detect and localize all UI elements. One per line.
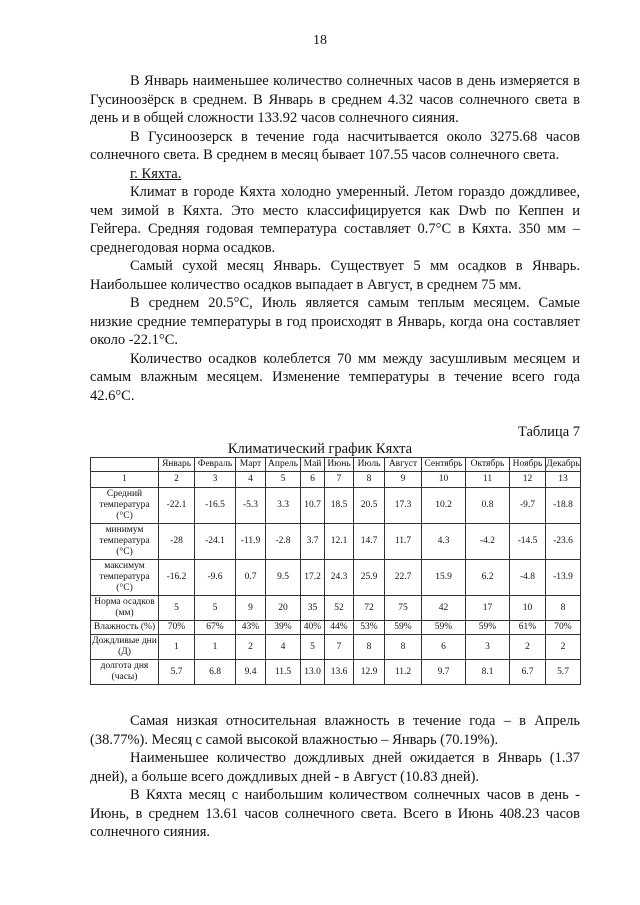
paragraph: В Кяхта месяц с наибольшим количеством солнечных часов в день - Июнь, в среднем 13.61 часов солнечного света. Всего в Июнь 408.23 часов солнечного сияния.: [90, 787, 580, 840]
table-cell: 8: [354, 635, 385, 660]
table-cell: 18.5: [325, 488, 354, 524]
table-cell: 43%: [236, 621, 266, 635]
text-bottom: [90, 712, 580, 842]
table-cell: 17.3: [385, 488, 422, 524]
table-cell: 20.5: [354, 488, 385, 524]
table-cell: 1: [159, 635, 195, 660]
table-cell: 9: [236, 596, 266, 621]
paragraph: В Гусиноозерск в течение года насчитывается около 3275.68 часов солнечного света. В среднем в месяц бывает 107.55 часов солнечного света.: [90, 128, 580, 163]
table-cell: 8: [546, 596, 581, 621]
table-cell: 6: [422, 635, 466, 660]
column-number: 2: [159, 472, 195, 488]
paragraph: В среднем 20.5°C, Июль является самым теплым месяцем. Самые низкие средние температуры в год происходят в Январь, когда она составляет около -22.1°C.: [90, 295, 580, 348]
table-row: [91, 621, 581, 635]
month-header: Август: [385, 458, 422, 472]
table-cell: 67%: [195, 621, 236, 635]
month-header: Февраль: [195, 458, 236, 472]
table-cell: -28: [159, 524, 195, 560]
section-heading: г. Кяхта.: [130, 165, 182, 182]
page-number: 18: [313, 33, 327, 48]
table-cell: 3: [466, 635, 510, 660]
table-cell: 53%: [354, 621, 385, 635]
table-row: [91, 560, 581, 596]
table-cell: 52: [325, 596, 354, 621]
table-cell: 12.9: [354, 660, 385, 685]
table-cell: 6.7: [510, 660, 546, 685]
table-cell: 70%: [546, 621, 581, 635]
table-cell: 5.7: [159, 660, 195, 685]
table-cell: 3.7: [301, 524, 325, 560]
table-cell: 35: [301, 596, 325, 621]
table-cell: 10: [510, 596, 546, 621]
table-cell: -9.7: [510, 488, 546, 524]
table-cell: 4.3: [422, 524, 466, 560]
table-cell: 25.9: [354, 560, 385, 596]
column-number: 13: [546, 472, 581, 488]
month-header: Октябрь: [466, 458, 510, 472]
column-number: 3: [195, 472, 236, 488]
table-cell: 2: [510, 635, 546, 660]
table-row: [91, 488, 581, 524]
table-cell: 39%: [266, 621, 301, 635]
column-number: 7: [325, 472, 354, 488]
table-cell: 0.7: [236, 560, 266, 596]
table-title: Климатический график Кяхта: [227, 441, 413, 457]
month-header: Сентябрь: [422, 458, 466, 472]
month-header: Ноябрь: [510, 458, 546, 472]
table-cell: -24.1: [195, 524, 236, 560]
table-cell: 13.6: [325, 660, 354, 685]
paragraph: Климат в городе Кяхта холодно умеренный. Летом гораздо дождливее, чем зимой в Кяхта. Это место классифицируется как Dwb по Кеппен и Гейгера. Средняя годовая температура составляет 0.7°C в Кяхта. 350 мм – среднегодовая норма осадков.: [90, 184, 580, 256]
month-header: Март: [236, 458, 266, 472]
table-cell: -14.5: [510, 524, 546, 560]
month-header: Декабрь: [546, 458, 581, 472]
table-cell: 2: [546, 635, 581, 660]
table-cell: 72: [354, 596, 385, 621]
table-cell: 9.5: [266, 560, 301, 596]
table-cell: 7: [325, 635, 354, 660]
table-cell: 9.4: [236, 660, 266, 685]
table-row: [91, 660, 581, 685]
table-cell: 10.7: [301, 488, 325, 524]
table-cell: 59%: [466, 621, 510, 635]
table-cell: 11.2: [385, 660, 422, 685]
table-cell: -5.3: [236, 488, 266, 524]
table-cell: 40%: [301, 621, 325, 635]
row-label: Норма осадков (мм): [91, 596, 159, 621]
row-label: Средний температура (°C): [91, 488, 159, 524]
table-cell: -11.9: [236, 524, 266, 560]
table-cell: -16.5: [195, 488, 236, 524]
column-number: 6: [301, 472, 325, 488]
paragraph: Самый сухой месяц Январь. Существует 5 мм осадков в Январь. Наибольшее количество осадков выпадает в Август, в среднем 75 мм.: [90, 258, 580, 293]
table-cell: 11.7: [385, 524, 422, 560]
table-cell: -2.8: [266, 524, 301, 560]
table-cell: 44%: [325, 621, 354, 635]
table-cell: -13.9: [546, 560, 581, 596]
row-label: минимум температура (°C): [91, 524, 159, 560]
table-cell: 5.7: [546, 660, 581, 685]
month-header: Июнь: [325, 458, 354, 472]
row-label: максимум температура (°C): [91, 560, 159, 596]
table-cell: 12.1: [325, 524, 354, 560]
table-cell: 22.7: [385, 560, 422, 596]
table-cell: -16.2: [159, 560, 195, 596]
table-cell: -9.6: [195, 560, 236, 596]
month-header: Апрель: [266, 458, 301, 472]
column-number: 9: [385, 472, 422, 488]
text-top: [90, 72, 580, 405]
table-cell: 59%: [422, 621, 466, 635]
column-number: 12: [510, 472, 546, 488]
table-cell: 0.8: [466, 488, 510, 524]
table-cell: -23.6: [546, 524, 581, 560]
column-number: 4: [236, 472, 266, 488]
month-header: Июль: [354, 458, 385, 472]
table-cell: 14.7: [354, 524, 385, 560]
climate-table: [90, 457, 581, 685]
table-cell: 24.3: [325, 560, 354, 596]
table-cell: 8.1: [466, 660, 510, 685]
table-cell: 42: [422, 596, 466, 621]
table-cell: 4: [266, 635, 301, 660]
table-cell: 17: [466, 596, 510, 621]
table-cell: -18.8: [546, 488, 581, 524]
table-cell: 75: [385, 596, 422, 621]
table-cell: 11.5: [266, 660, 301, 685]
row-label: Влажность (%): [91, 621, 159, 635]
table-cell: 15.9: [422, 560, 466, 596]
table-row: [91, 635, 581, 660]
table-cell: 17.2: [301, 560, 325, 596]
column-number: 10: [422, 472, 466, 488]
table-number-row: [91, 472, 581, 488]
month-header: Январь: [159, 458, 195, 472]
column-number: 5: [266, 472, 301, 488]
table-cell: 20: [266, 596, 301, 621]
paragraph: Самая низкая относительная влажность в течение года – в Апрель (38.77%). Месяц с самой высокой влажностью – Январь (70.19%).: [90, 713, 580, 748]
table-row: [91, 596, 581, 621]
column-number: 1: [91, 472, 159, 488]
table-cell: -4.8: [510, 560, 546, 596]
table-cell: 5: [301, 635, 325, 660]
table-cell: 2: [236, 635, 266, 660]
table-cell: 3.3: [266, 488, 301, 524]
table-cell: -4.2: [466, 524, 510, 560]
row-label: долгота дня (часы): [91, 660, 159, 685]
table-cell: 10.2: [422, 488, 466, 524]
table-cell: 8: [385, 635, 422, 660]
paragraph: В Январь наименьшее количество солнечных часов в день измеряется в Гусиноозёрск в среднем. В Январь в среднем 4.32 часов солнечного света в день и в общей сложности 133.92 часов солнечного сияния.: [90, 73, 580, 126]
column-number: 8: [354, 472, 385, 488]
table-cell: 5: [159, 596, 195, 621]
paragraph: Наименьшее количество дождливых дней ожидается в Январь (1.37 дней), а больше всего дождливых дней - в Август (10.83 дней).: [90, 750, 580, 785]
table-header-row: [91, 458, 581, 472]
table-cell: 70%: [159, 621, 195, 635]
column-number: 11: [466, 472, 510, 488]
table-row: [91, 524, 581, 560]
table-cell: 61%: [510, 621, 546, 635]
table-cell: 13.0: [301, 660, 325, 685]
table-cell: 6.8: [195, 660, 236, 685]
month-header: Май: [301, 458, 325, 472]
table-label: Таблица 7: [517, 424, 580, 440]
table-cell: 9.7: [422, 660, 466, 685]
table-cell: 59%: [385, 621, 422, 635]
table-cell: 6.2: [466, 560, 510, 596]
table-cell: -22.1: [159, 488, 195, 524]
row-label: Дождливые дни (Д): [91, 635, 159, 660]
table-body: [91, 488, 581, 685]
table-cell: 1: [195, 635, 236, 660]
table-corner-cell: [91, 458, 159, 472]
paragraph: Количество осадков колеблется 70 мм между засушливым месяцем и самым влажным месяцем. Изменение температуры в течение всего года 42.6°C.: [90, 350, 580, 404]
table-cell: 5: [195, 596, 236, 621]
